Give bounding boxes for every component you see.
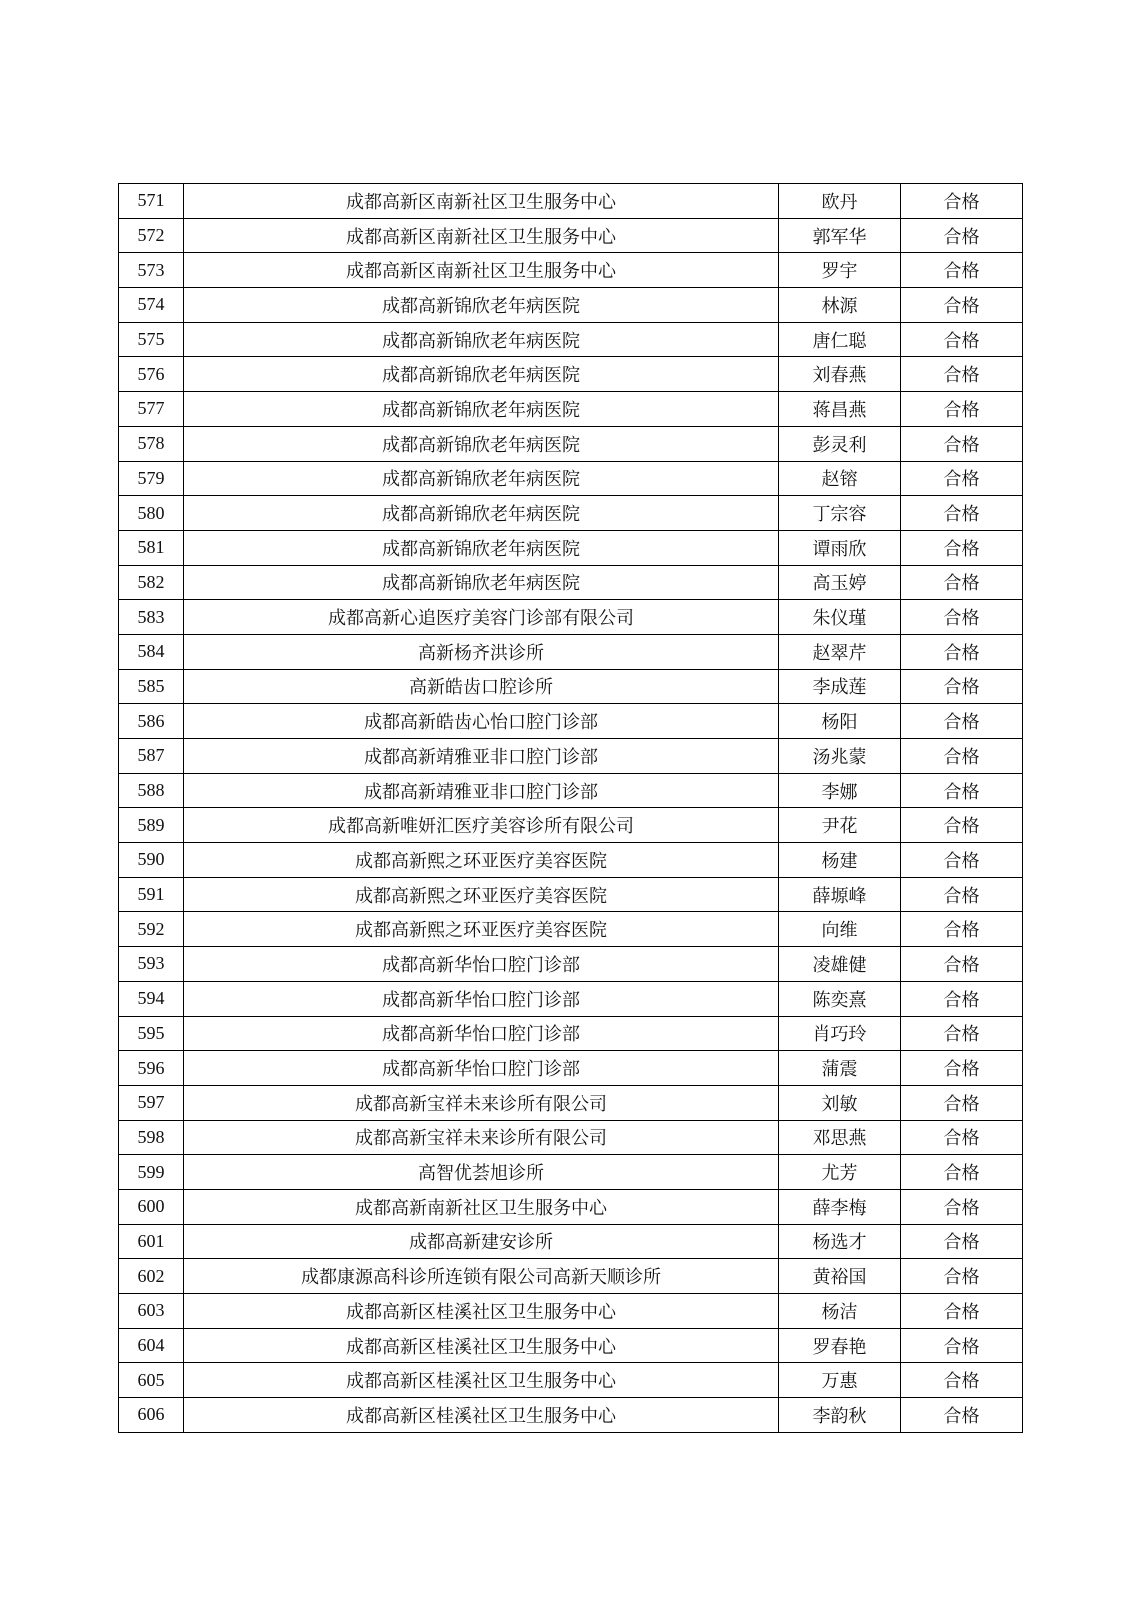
table-row — [119, 1294, 1023, 1329]
result-cell: 合格 — [901, 1328, 1023, 1363]
result-cell: 合格 — [901, 739, 1023, 774]
person-name-cell: 薛塬峰 — [779, 877, 901, 912]
result-cell: 合格 — [901, 1398, 1023, 1433]
table-row — [119, 426, 1023, 461]
result-cell: 合格 — [901, 218, 1023, 253]
organization-cell: 成都高新锦欣老年病医院 — [184, 392, 779, 427]
result-cell: 合格 — [901, 912, 1023, 947]
result-cell: 合格 — [901, 1189, 1023, 1224]
person-name-cell: 杨建 — [779, 843, 901, 878]
table-row — [119, 1328, 1023, 1363]
organization-cell: 成都高新华怡口腔门诊部 — [184, 981, 779, 1016]
person-name-cell: 杨阳 — [779, 704, 901, 739]
person-name-cell: 尤芳 — [779, 1155, 901, 1190]
result-cell: 合格 — [901, 773, 1023, 808]
organization-cell: 成都高新心追医疗美容门诊部有限公司 — [184, 600, 779, 635]
result-cell: 合格 — [901, 322, 1023, 357]
row-number-cell: 571 — [119, 184, 184, 219]
table-row — [119, 877, 1023, 912]
table-row — [119, 461, 1023, 496]
row-number-cell: 596 — [119, 1051, 184, 1086]
result-cell: 合格 — [901, 669, 1023, 704]
table-row — [119, 1016, 1023, 1051]
person-name-cell: 陈奕熹 — [779, 981, 901, 1016]
organization-cell: 成都高新宝祥未来诊所有限公司 — [184, 1085, 779, 1120]
result-cell: 合格 — [901, 808, 1023, 843]
person-name-cell: 尹花 — [779, 808, 901, 843]
organization-cell: 成都高新靖雅亚非口腔门诊部 — [184, 739, 779, 774]
row-number-cell: 598 — [119, 1120, 184, 1155]
row-number-cell: 592 — [119, 912, 184, 947]
result-cell: 合格 — [901, 461, 1023, 496]
row-number-cell: 583 — [119, 600, 184, 635]
table-row — [119, 600, 1023, 635]
row-number-cell: 602 — [119, 1259, 184, 1294]
person-name-cell: 汤兆蒙 — [779, 739, 901, 774]
organization-cell: 高新杨齐洪诊所 — [184, 634, 779, 669]
row-number-cell: 599 — [119, 1155, 184, 1190]
person-name-cell: 唐仁聪 — [779, 322, 901, 357]
roster-table-body — [119, 184, 1023, 1433]
organization-cell: 成都高新华怡口腔门诊部 — [184, 1016, 779, 1051]
table-row — [119, 1051, 1023, 1086]
result-cell: 合格 — [901, 947, 1023, 982]
row-number-cell: 606 — [119, 1398, 184, 1433]
person-name-cell: 刘春燕 — [779, 357, 901, 392]
organization-cell: 成都高新锦欣老年病医院 — [184, 357, 779, 392]
organization-cell: 成都高新区桂溪社区卫生服务中心 — [184, 1398, 779, 1433]
table-row — [119, 1259, 1023, 1294]
row-number-cell: 603 — [119, 1294, 184, 1329]
row-number-cell: 584 — [119, 634, 184, 669]
row-number-cell: 585 — [119, 669, 184, 704]
result-cell: 合格 — [901, 184, 1023, 219]
organization-cell: 成都高新熙之环亚医疗美容医院 — [184, 843, 779, 878]
person-name-cell: 蒋昌燕 — [779, 392, 901, 427]
table-row — [119, 1085, 1023, 1120]
result-cell: 合格 — [901, 981, 1023, 1016]
organization-cell: 成都高新锦欣老年病医院 — [184, 322, 779, 357]
person-name-cell: 刘敏 — [779, 1085, 901, 1120]
table-row — [119, 669, 1023, 704]
table-row — [119, 1224, 1023, 1259]
organization-cell: 成都高新熙之环亚医疗美容医院 — [184, 877, 779, 912]
table-row — [119, 947, 1023, 982]
row-number-cell: 605 — [119, 1363, 184, 1398]
table-row — [119, 1120, 1023, 1155]
row-number-cell: 588 — [119, 773, 184, 808]
result-cell: 合格 — [901, 1294, 1023, 1329]
table-row — [119, 1363, 1023, 1398]
row-number-cell: 595 — [119, 1016, 184, 1051]
row-number-cell: 579 — [119, 461, 184, 496]
person-name-cell: 赵翠芹 — [779, 634, 901, 669]
organization-cell: 成都高新华怡口腔门诊部 — [184, 1051, 779, 1086]
result-cell: 合格 — [901, 565, 1023, 600]
result-cell: 合格 — [901, 392, 1023, 427]
result-cell: 合格 — [901, 1016, 1023, 1051]
person-name-cell: 郭军华 — [779, 218, 901, 253]
table-row — [119, 843, 1023, 878]
organization-cell: 成都高新锦欣老年病医院 — [184, 288, 779, 323]
row-number-cell: 594 — [119, 981, 184, 1016]
result-cell: 合格 — [901, 1224, 1023, 1259]
person-name-cell: 罗春艳 — [779, 1328, 901, 1363]
row-number-cell: 573 — [119, 253, 184, 288]
result-cell: 合格 — [901, 1051, 1023, 1086]
person-name-cell: 李成莲 — [779, 669, 901, 704]
table-row — [119, 530, 1023, 565]
row-number-cell: 576 — [119, 357, 184, 392]
organization-cell: 成都高新锦欣老年病医院 — [184, 530, 779, 565]
result-cell: 合格 — [901, 357, 1023, 392]
row-number-cell: 590 — [119, 843, 184, 878]
result-cell: 合格 — [901, 1363, 1023, 1398]
roster-table — [118, 183, 1023, 1433]
organization-cell: 成都高新华怡口腔门诊部 — [184, 947, 779, 982]
table-row — [119, 288, 1023, 323]
organization-cell: 成都高新宝祥未来诊所有限公司 — [184, 1120, 779, 1155]
result-cell: 合格 — [901, 1085, 1023, 1120]
table-row — [119, 496, 1023, 531]
table-row — [119, 704, 1023, 739]
row-number-cell: 589 — [119, 808, 184, 843]
result-cell: 合格 — [901, 704, 1023, 739]
person-name-cell: 万惠 — [779, 1363, 901, 1398]
row-number-cell: 601 — [119, 1224, 184, 1259]
table-row — [119, 808, 1023, 843]
person-name-cell: 李娜 — [779, 773, 901, 808]
row-number-cell: 587 — [119, 739, 184, 774]
person-name-cell: 肖巧玲 — [779, 1016, 901, 1051]
organization-cell: 成都高新区桂溪社区卫生服务中心 — [184, 1294, 779, 1329]
result-cell: 合格 — [901, 1155, 1023, 1190]
result-cell: 合格 — [901, 496, 1023, 531]
result-cell: 合格 — [901, 1259, 1023, 1294]
organization-cell: 成都高新区南新社区卫生服务中心 — [184, 184, 779, 219]
table-row — [119, 218, 1023, 253]
person-name-cell: 邓思燕 — [779, 1120, 901, 1155]
row-number-cell: 575 — [119, 322, 184, 357]
row-number-cell: 582 — [119, 565, 184, 600]
table-row — [119, 253, 1023, 288]
person-name-cell: 高玉婷 — [779, 565, 901, 600]
result-cell: 合格 — [901, 634, 1023, 669]
table-row — [119, 1155, 1023, 1190]
organization-cell: 成都高新区桂溪社区卫生服务中心 — [184, 1363, 779, 1398]
table-row — [119, 565, 1023, 600]
row-number-cell: 591 — [119, 877, 184, 912]
organization-cell: 高新皓齿口腔诊所 — [184, 669, 779, 704]
table-row — [119, 1398, 1023, 1433]
row-number-cell: 574 — [119, 288, 184, 323]
person-name-cell: 欧丹 — [779, 184, 901, 219]
organization-cell: 成都高新区南新社区卫生服务中心 — [184, 253, 779, 288]
person-name-cell: 罗宇 — [779, 253, 901, 288]
organization-cell: 成都高新锦欣老年病医院 — [184, 461, 779, 496]
row-number-cell: 586 — [119, 704, 184, 739]
table-row — [119, 392, 1023, 427]
person-name-cell: 丁宗容 — [779, 496, 901, 531]
table-row — [119, 184, 1023, 219]
person-name-cell: 薛李梅 — [779, 1189, 901, 1224]
row-number-cell: 578 — [119, 426, 184, 461]
row-number-cell: 597 — [119, 1085, 184, 1120]
row-number-cell: 600 — [119, 1189, 184, 1224]
person-name-cell: 杨选才 — [779, 1224, 901, 1259]
person-name-cell: 谭雨欣 — [779, 530, 901, 565]
person-name-cell: 向维 — [779, 912, 901, 947]
table-row — [119, 912, 1023, 947]
table-row — [119, 739, 1023, 774]
row-number-cell: 577 — [119, 392, 184, 427]
organization-cell: 成都高新锦欣老年病医院 — [184, 426, 779, 461]
result-cell: 合格 — [901, 530, 1023, 565]
table-row — [119, 1189, 1023, 1224]
organization-cell: 成都高新锦欣老年病医院 — [184, 496, 779, 531]
row-number-cell: 572 — [119, 218, 184, 253]
organization-cell: 高智优荟旭诊所 — [184, 1155, 779, 1190]
organization-cell: 成都高新皓齿心怡口腔门诊部 — [184, 704, 779, 739]
person-name-cell: 杨洁 — [779, 1294, 901, 1329]
row-number-cell: 581 — [119, 530, 184, 565]
organization-cell: 成都高新锦欣老年病医院 — [184, 565, 779, 600]
person-name-cell: 蒲震 — [779, 1051, 901, 1086]
table-row — [119, 322, 1023, 357]
person-name-cell: 彭灵利 — [779, 426, 901, 461]
row-number-cell: 580 — [119, 496, 184, 531]
result-cell: 合格 — [901, 843, 1023, 878]
table-row — [119, 357, 1023, 392]
result-cell: 合格 — [901, 253, 1023, 288]
organization-cell: 成都高新靖雅亚非口腔门诊部 — [184, 773, 779, 808]
row-number-cell: 604 — [119, 1328, 184, 1363]
organization-cell: 成都康源高科诊所连锁有限公司高新天顺诊所 — [184, 1259, 779, 1294]
result-cell: 合格 — [901, 426, 1023, 461]
result-cell: 合格 — [901, 877, 1023, 912]
result-cell: 合格 — [901, 1120, 1023, 1155]
row-number-cell: 593 — [119, 947, 184, 982]
organization-cell: 成都高新建安诊所 — [184, 1224, 779, 1259]
organization-cell: 成都高新区南新社区卫生服务中心 — [184, 218, 779, 253]
person-name-cell: 李韵秋 — [779, 1398, 901, 1433]
table-row — [119, 773, 1023, 808]
person-name-cell: 黄裕国 — [779, 1259, 901, 1294]
person-name-cell: 林源 — [779, 288, 901, 323]
result-cell: 合格 — [901, 288, 1023, 323]
table-row — [119, 981, 1023, 1016]
organization-cell: 成都高新南新社区卫生服务中心 — [184, 1189, 779, 1224]
organization-cell: 成都高新熙之环亚医疗美容医院 — [184, 912, 779, 947]
person-name-cell: 赵镕 — [779, 461, 901, 496]
organization-cell: 成都高新唯妍汇医疗美容诊所有限公司 — [184, 808, 779, 843]
person-name-cell: 朱仪瑾 — [779, 600, 901, 635]
result-cell: 合格 — [901, 600, 1023, 635]
person-name-cell: 凌雄健 — [779, 947, 901, 982]
table-row — [119, 634, 1023, 669]
organization-cell: 成都高新区桂溪社区卫生服务中心 — [184, 1328, 779, 1363]
